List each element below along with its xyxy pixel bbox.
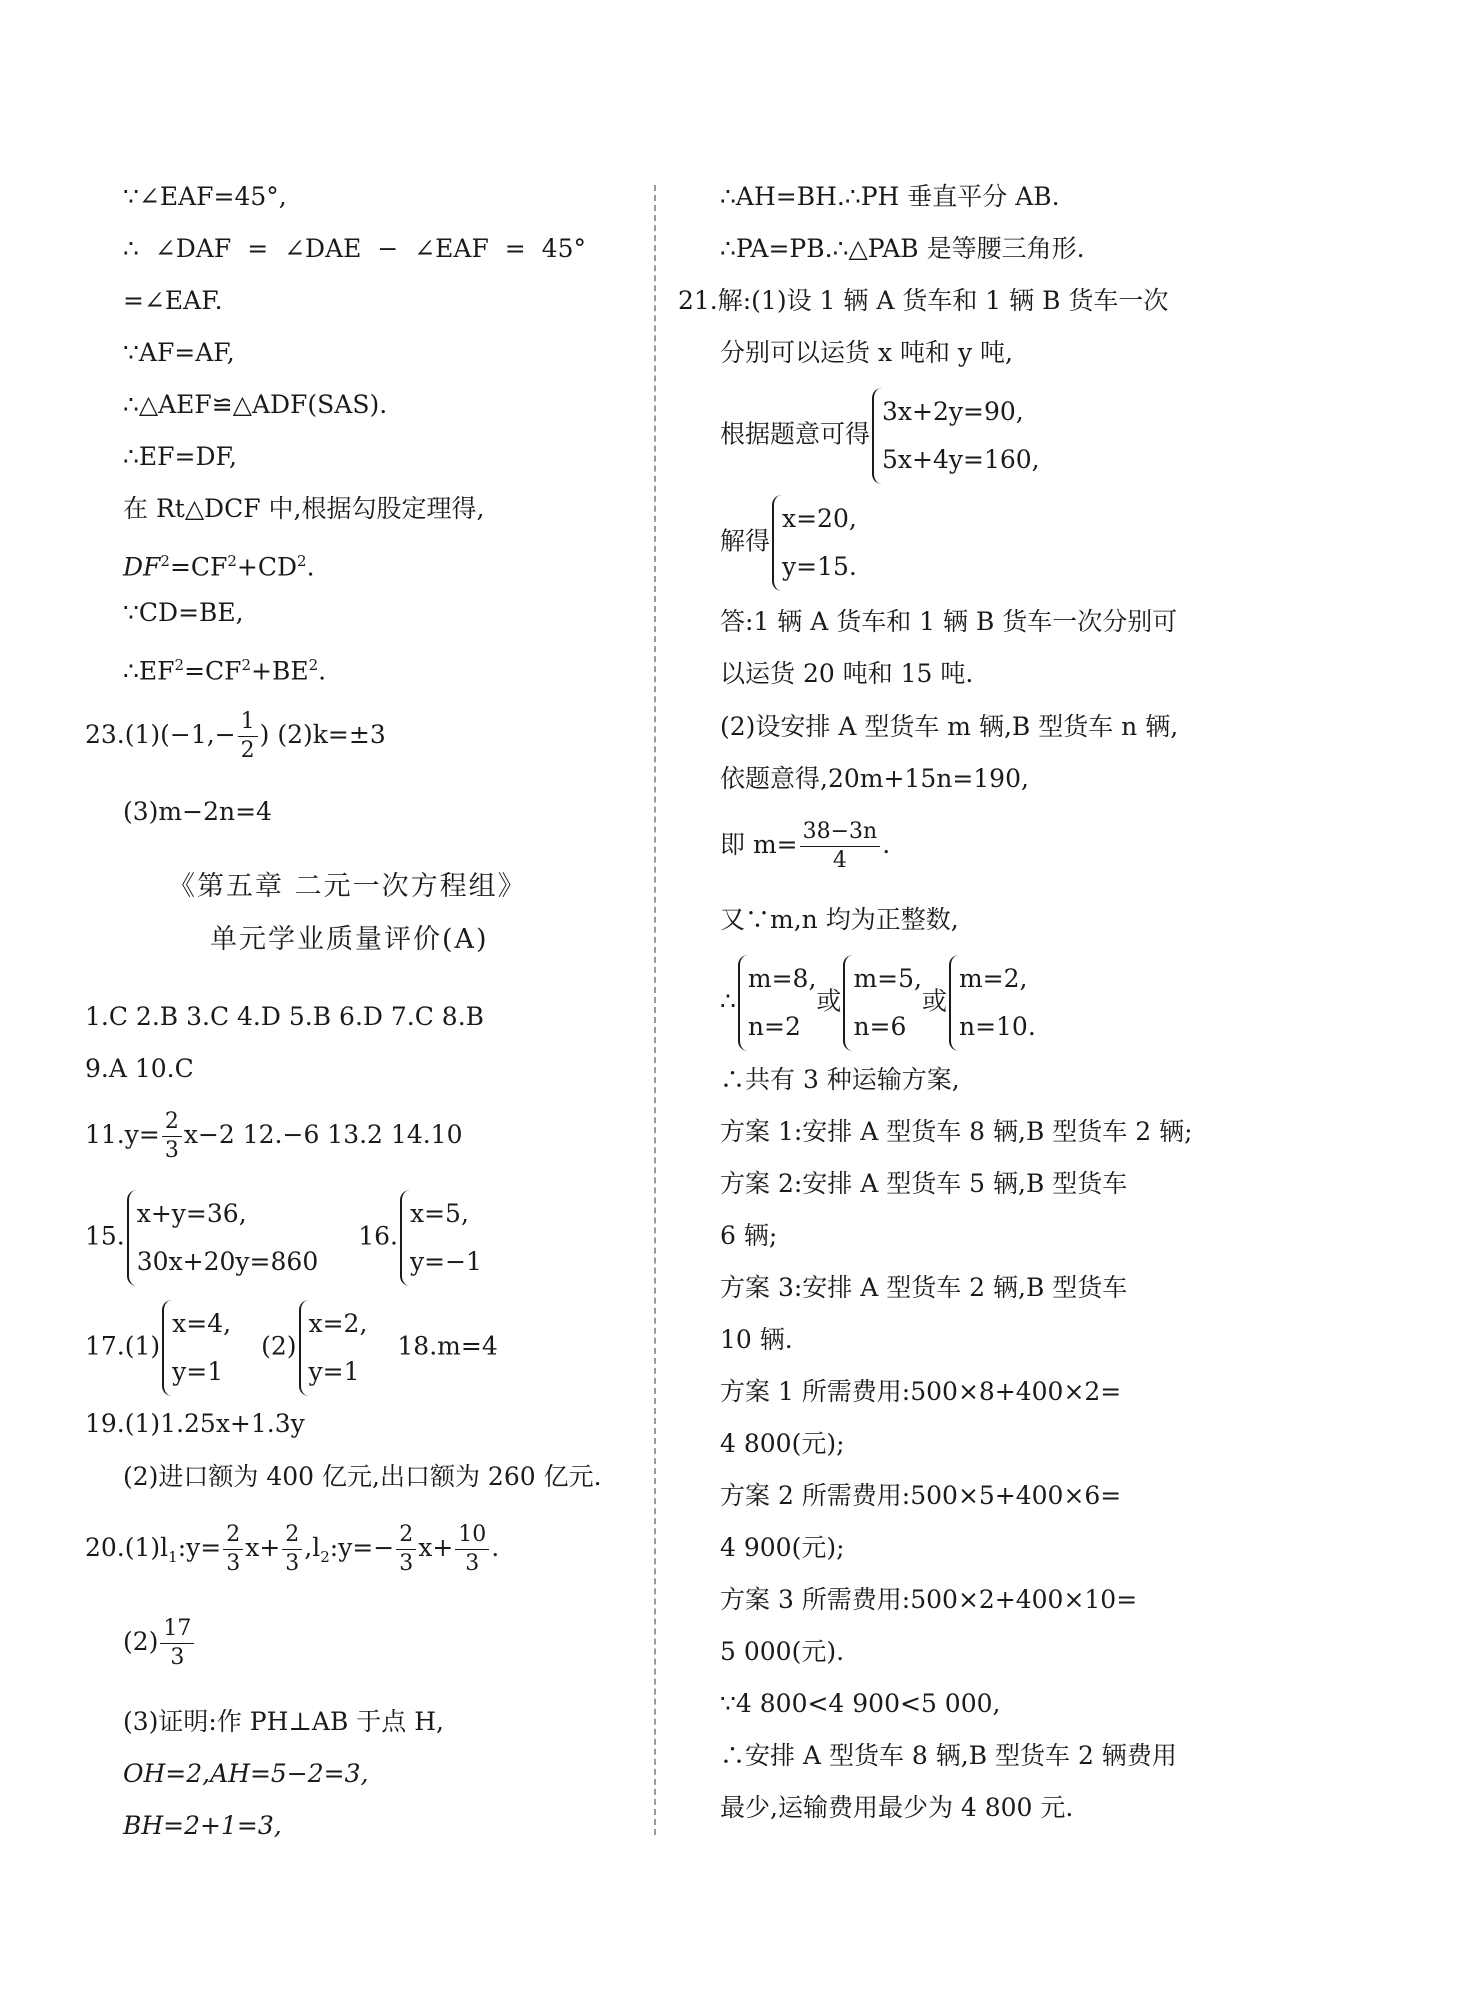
answer-23 bbox=[85, 705, 386, 765]
text-line: 最少,运输费用最少为 4 800 元. bbox=[720, 1793, 1074, 1822]
answer-17-18 bbox=[85, 1300, 498, 1396]
text-line: ∴△AEF≌△ADF(SAS). bbox=[123, 390, 388, 419]
text-line: 4 800(元); bbox=[720, 1429, 845, 1458]
text-part: =CF bbox=[169, 552, 228, 582]
text-line bbox=[123, 544, 315, 584]
equation-system bbox=[400, 1190, 482, 1286]
text-line: 19.(1)1.25x+1.3y bbox=[85, 1409, 305, 1438]
equation-system bbox=[872, 388, 1040, 484]
text-part: . bbox=[491, 1533, 500, 1562]
text-line: ∴共有 3 种运输方案, bbox=[720, 1065, 960, 1094]
text-line: 方案 2 所需费用:500×5+400×6= bbox=[720, 1481, 1122, 1510]
fraction bbox=[162, 1108, 182, 1165]
subscript: 2 bbox=[320, 1548, 330, 1566]
text-part: 11.y= bbox=[85, 1120, 160, 1149]
equation-line bbox=[720, 815, 890, 875]
text-part: +BE bbox=[251, 656, 309, 686]
superscript: 2 bbox=[297, 552, 307, 570]
text-line: (2)进口额为 400 亿元,出口额为 260 亿元. bbox=[123, 1462, 602, 1491]
denominator: 4 bbox=[800, 846, 881, 875]
text-line: 方案 3 所需费用:500×2+400×10= bbox=[720, 1585, 1138, 1614]
text-part: ∴EF bbox=[123, 656, 175, 686]
text-line: (2)设安排 A 型货车 m 辆,B 型货车 n 辆, bbox=[720, 712, 1179, 741]
text-part: x+ bbox=[418, 1533, 454, 1562]
text-line: ∵AF=AF, bbox=[123, 338, 235, 367]
text-part: (2) bbox=[261, 1331, 297, 1361]
text-line: ∴PA=PB.∴△PAB 是等腰三角形. bbox=[720, 234, 1085, 263]
text-line: ∵4 800<4 900<5 000, bbox=[720, 1689, 1001, 1718]
text-part: :y= bbox=[177, 1533, 222, 1562]
numerator: 1 bbox=[240, 709, 255, 734]
text-line: 以运货 20 吨和 15 吨. bbox=[720, 659, 974, 688]
text-line: 分别可以运货 x 吨和 y 吨, bbox=[720, 338, 1013, 367]
text-part: =CF bbox=[184, 656, 242, 686]
equation: m=8, bbox=[747, 964, 817, 993]
text-part: . bbox=[306, 552, 315, 582]
equation: y=−1 bbox=[410, 1247, 482, 1276]
numerator: 10 bbox=[458, 1522, 487, 1547]
text-part: +CD bbox=[236, 552, 298, 582]
text-part: DF bbox=[123, 552, 161, 582]
equation: n=10. bbox=[958, 1012, 1036, 1041]
equation-line bbox=[720, 495, 857, 591]
equation-system bbox=[772, 495, 857, 591]
equation-system bbox=[949, 955, 1036, 1051]
equation: 30x+20y=860 bbox=[136, 1247, 319, 1276]
superscript: 2 bbox=[174, 656, 185, 674]
text-line: BH=2+1=3, bbox=[123, 1811, 282, 1840]
fraction bbox=[455, 1521, 489, 1578]
numerator: 38−3n bbox=[802, 819, 878, 844]
answer-15-16 bbox=[85, 1190, 482, 1286]
text-line: (3)m−2n=4 bbox=[123, 797, 272, 826]
denominator: 3 bbox=[160, 1643, 194, 1672]
text-line: OH=2,AH=5−2=3, bbox=[123, 1759, 369, 1788]
text-part: 解得 bbox=[720, 526, 771, 556]
text-part: ,l bbox=[304, 1533, 321, 1562]
numerator: 17 bbox=[163, 1616, 192, 1641]
equation: y=1 bbox=[172, 1357, 224, 1386]
equation: x=2, bbox=[308, 1309, 368, 1338]
equation: n=2 bbox=[747, 1012, 801, 1041]
fraction bbox=[800, 818, 881, 875]
answers-choice: 9.A 10.C bbox=[85, 1054, 194, 1083]
text-part: . bbox=[882, 830, 891, 859]
text-line bbox=[123, 648, 326, 688]
fraction bbox=[282, 1521, 302, 1578]
chapter-title: 《第五章 二元一次方程组》 bbox=[168, 871, 527, 902]
answer-11 bbox=[85, 1105, 462, 1165]
text-part: . bbox=[318, 656, 327, 686]
text-line: ∴ ∠DAF = ∠DAE − ∠EAF = 45° bbox=[123, 234, 586, 263]
equation-system bbox=[299, 1300, 368, 1396]
text-part: 23.(1)(−1,− bbox=[85, 720, 236, 749]
equation: n=6 bbox=[853, 1012, 907, 1041]
text-line: ∵CD=BE, bbox=[123, 598, 244, 627]
text-part: 或 bbox=[816, 986, 842, 1016]
denominator: 3 bbox=[396, 1549, 416, 1578]
fraction bbox=[238, 708, 258, 765]
text-part: ∴ bbox=[720, 986, 736, 1016]
denominator: 2 bbox=[238, 736, 258, 765]
text-line: ∵∠EAF=45°, bbox=[123, 182, 287, 211]
answers-choice: 1.C 2.B 3.C 4.D 5.B 6.D 7.C 8.B bbox=[85, 1002, 485, 1031]
fraction bbox=[223, 1521, 243, 1578]
answer-20-2 bbox=[123, 1612, 196, 1672]
text-part: 16. bbox=[358, 1221, 398, 1251]
equation: x=20, bbox=[782, 504, 857, 533]
text-line: 10 辆. bbox=[720, 1325, 793, 1354]
text-line: 依题意得,20m+15n=190, bbox=[720, 764, 1029, 793]
text-part: 或 bbox=[921, 986, 947, 1016]
equation: x+y=36, bbox=[136, 1199, 247, 1228]
text-part: x+ bbox=[245, 1533, 281, 1562]
equation-system bbox=[738, 955, 817, 1051]
text-part: 18.m=4 bbox=[397, 1331, 498, 1361]
text-part: 20.(1)l bbox=[85, 1533, 169, 1562]
equation: y=15. bbox=[782, 552, 857, 581]
answer-20 bbox=[85, 1518, 499, 1587]
text-line: 6 辆; bbox=[720, 1221, 778, 1250]
text-line: 又∵m,n 均为正整数, bbox=[720, 905, 959, 934]
text-line: ∴安排 A 型货车 8 辆,B 型货车 2 辆费用 bbox=[720, 1741, 1177, 1770]
denominator: 3 bbox=[162, 1136, 182, 1165]
unit-title: 单元学业质量评价(A) bbox=[210, 924, 489, 955]
numerator: 2 bbox=[399, 1522, 414, 1547]
text-part: ) (2)k=±3 bbox=[259, 720, 386, 749]
subscript: 1 bbox=[168, 1548, 178, 1566]
text-line: 4 900(元); bbox=[720, 1533, 845, 1562]
text-line: 在 Rt△DCF 中,根据勾股定理得, bbox=[123, 494, 485, 523]
text-line: 方案 3:安排 A 型货车 2 辆,B 型货车 bbox=[720, 1273, 1128, 1302]
fraction bbox=[396, 1521, 416, 1578]
denominator: 3 bbox=[282, 1549, 302, 1578]
text-part: 根据题意可得 bbox=[720, 419, 871, 449]
equation: y=1 bbox=[308, 1357, 360, 1386]
text-line: ∴AH=BH.∴PH 垂直平分 AB. bbox=[720, 182, 1060, 211]
equation: 3x+2y=90, bbox=[882, 397, 1024, 426]
equation-line bbox=[720, 955, 1036, 1051]
superscript: 2 bbox=[160, 552, 170, 570]
numerator: 2 bbox=[226, 1522, 241, 1547]
text-part: 15. bbox=[85, 1221, 125, 1251]
text-line: 21.解:(1)设 1 辆 A 货车和 1 辆 B 货车一次 bbox=[678, 286, 1169, 315]
equation: x=4, bbox=[172, 1309, 232, 1338]
text-line: 方案 1:安排 A 型货车 8 辆,B 型货车 2 辆; bbox=[720, 1117, 1193, 1146]
text-line: (3)证明:作 PH⊥AB 于点 H, bbox=[123, 1707, 444, 1736]
numerator: 2 bbox=[285, 1522, 300, 1547]
text-line: =∠EAF. bbox=[123, 286, 223, 315]
fraction bbox=[160, 1615, 194, 1672]
text-line: 答:1 辆 A 货车和 1 辆 B 货车一次分别可 bbox=[720, 607, 1178, 636]
equation-system bbox=[843, 955, 922, 1051]
text-part: x−2 12.−6 13.2 14.10 bbox=[183, 1120, 463, 1149]
text-part: 即 m= bbox=[720, 830, 798, 859]
equation-line bbox=[720, 388, 1040, 484]
text-part: (2) bbox=[123, 1627, 159, 1656]
equation: m=2, bbox=[958, 964, 1028, 993]
text-line: 方案 2:安排 A 型货车 5 辆,B 型货车 bbox=[720, 1169, 1128, 1198]
superscript: 2 bbox=[227, 552, 237, 570]
numerator: 2 bbox=[164, 1109, 179, 1134]
denominator: 3 bbox=[455, 1549, 489, 1578]
equation: 5x+4y=160, bbox=[882, 445, 1040, 474]
denominator: 3 bbox=[223, 1549, 243, 1578]
text-line: ∴EF=DF, bbox=[123, 442, 237, 471]
text-part: :y=− bbox=[329, 1533, 395, 1562]
text-line: 5 000(元). bbox=[720, 1637, 845, 1666]
superscript: 2 bbox=[308, 656, 319, 674]
equation-system bbox=[127, 1190, 318, 1286]
superscript: 2 bbox=[241, 656, 252, 674]
equation: x=5, bbox=[410, 1199, 469, 1228]
column-divider bbox=[654, 185, 656, 1835]
equation: m=5, bbox=[853, 964, 922, 993]
text-part: 17.(1) bbox=[85, 1331, 161, 1361]
text-line: 方案 1 所需费用:500×8+400×2= bbox=[720, 1377, 1122, 1406]
equation-system bbox=[162, 1300, 231, 1396]
